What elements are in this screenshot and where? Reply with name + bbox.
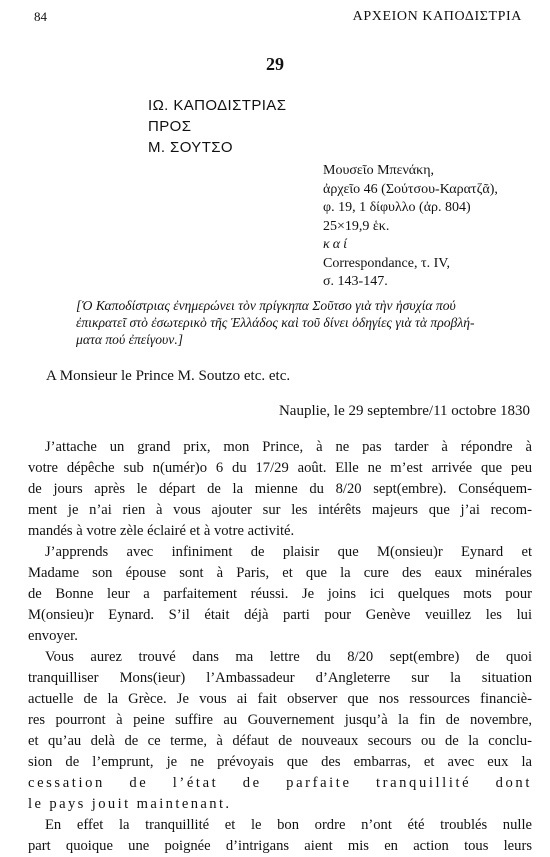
body-line: M(onsieu)r Eynard. S’il était déjà parti pour Genève veuillez les lui (28, 607, 532, 623)
page-number: 84 (34, 9, 47, 24)
body-line: part quoique une poignée d’intrigans aient mis en action tous leurs (28, 838, 532, 854)
editor-summary (76, 297, 532, 348)
salutation-address: A Monsieur le Prince M. Soutzo etc. etc. (46, 368, 291, 384)
letter-heading (148, 95, 286, 158)
dateline: Nauplie, le 29 septembre/11 octobre 1830 (278, 403, 530, 419)
body-line-emphasized: le pays jouit maintenant. (28, 796, 232, 812)
letter-number: 29 (266, 54, 284, 74)
heading-sender: ΙΩ. ΚΑΠΟΔΙΣΤΡΙΑΣ (148, 97, 287, 114)
summary-line: [Ὁ Καποδίστριας ἐνημερώνει τὸν πρίγκηπα Σοῦτσο γιὰ τὴν ἡσυχία πού (76, 298, 456, 313)
archive-line: Μουσεῖο Μπενάκη, (323, 163, 435, 178)
body-line: tranquilliser Mons(ieur) l’Ambassadeur d’Angleterre sur la situation (28, 670, 532, 686)
body-line: res pourront à peine suffire au Gouvernement jusqu’à la fin de novembre, (28, 712, 532, 728)
book-title: ΑΡΧΕΙΟΝ ΚΑΠΟΔΙΣΤΡΙΑ (352, 9, 522, 24)
archive-line: φ. 19, 1 δίφυλλο (ἀρ. 804) (323, 200, 471, 215)
archive-line: καί (323, 237, 350, 252)
body-line: ment je n’ai rien à vous ajouter sur les intérêts majeurs que j’ai recom- (28, 502, 532, 518)
archive-line: σ. 143-147. (323, 274, 388, 289)
body-line: Madame son épouse sont à Paris, et que la cure des eaux minérales (28, 565, 532, 581)
archive-line: Correspondance, τ. IV, (323, 255, 451, 271)
body-line: et qu’au delà de ce terme, à défaut de nouveaux secours ou de la conclu- (28, 733, 532, 749)
heading-preposition: ΠΡΟΣ (148, 118, 192, 135)
body-line: envoyer. (28, 628, 78, 644)
summary-line: ἐπικρατεῖ στὸ ἐσωτερικὸ τῆς Ἑλλάδος καὶ τοῦ δίνει ὁδηγίες γιὰ τὰ προβλή- (76, 315, 475, 330)
summary-line: ματα πού ἐπείγουν.] (76, 332, 184, 347)
body-line: actuelle de la Grèce. Je vous ai fait observer que nos ressources financiè- (28, 691, 532, 707)
body-line: de jours après le départ de la mienne du 8/20 sept(embre). Conséquem- (28, 481, 532, 497)
letter-body (28, 437, 532, 857)
body-line: sion de l’emprunt, je ne prévoyais que des embarras, et avec eux la (28, 754, 532, 770)
body-line: J’attache un grand prix, mon Prince, à ne pas tarder à répondre à (45, 439, 532, 455)
body-line: votre dépêche sub n(umér)o 6 du 17/29 août. Elle ne m’est arrivée que peu (28, 460, 532, 476)
body-line: J’apprends avec infiniment de plaisir que M(onsieu)r Eynard et (45, 544, 532, 560)
body-line: En effet la tranquillité et le bon ordre n’ont été troublés nulle (45, 817, 532, 833)
body-line-emphasized: cessation de l’état de parfaite tranquillité dont (28, 775, 532, 791)
body-line: de Bonne leur a parfaitement réussi. Je joins ici quelques mots pour (28, 586, 532, 602)
running-head (0, 5, 550, 29)
archive-line: 25×19,9 ἑκ. (323, 218, 390, 234)
body-line: Vous aurez trouvé dans ma lettre du 8/20 sept(embre) de quoi (45, 649, 532, 665)
archive-note (323, 162, 498, 292)
body-line: mandés à votre zèle éclairé et à votre activité. (28, 523, 295, 539)
heading-recipient: Μ. ΣΟΥΤΣΟ (148, 139, 233, 156)
archive-line: ἀρχεῖο 46 (Σούτσου-Καρατζᾶ), (323, 181, 498, 197)
